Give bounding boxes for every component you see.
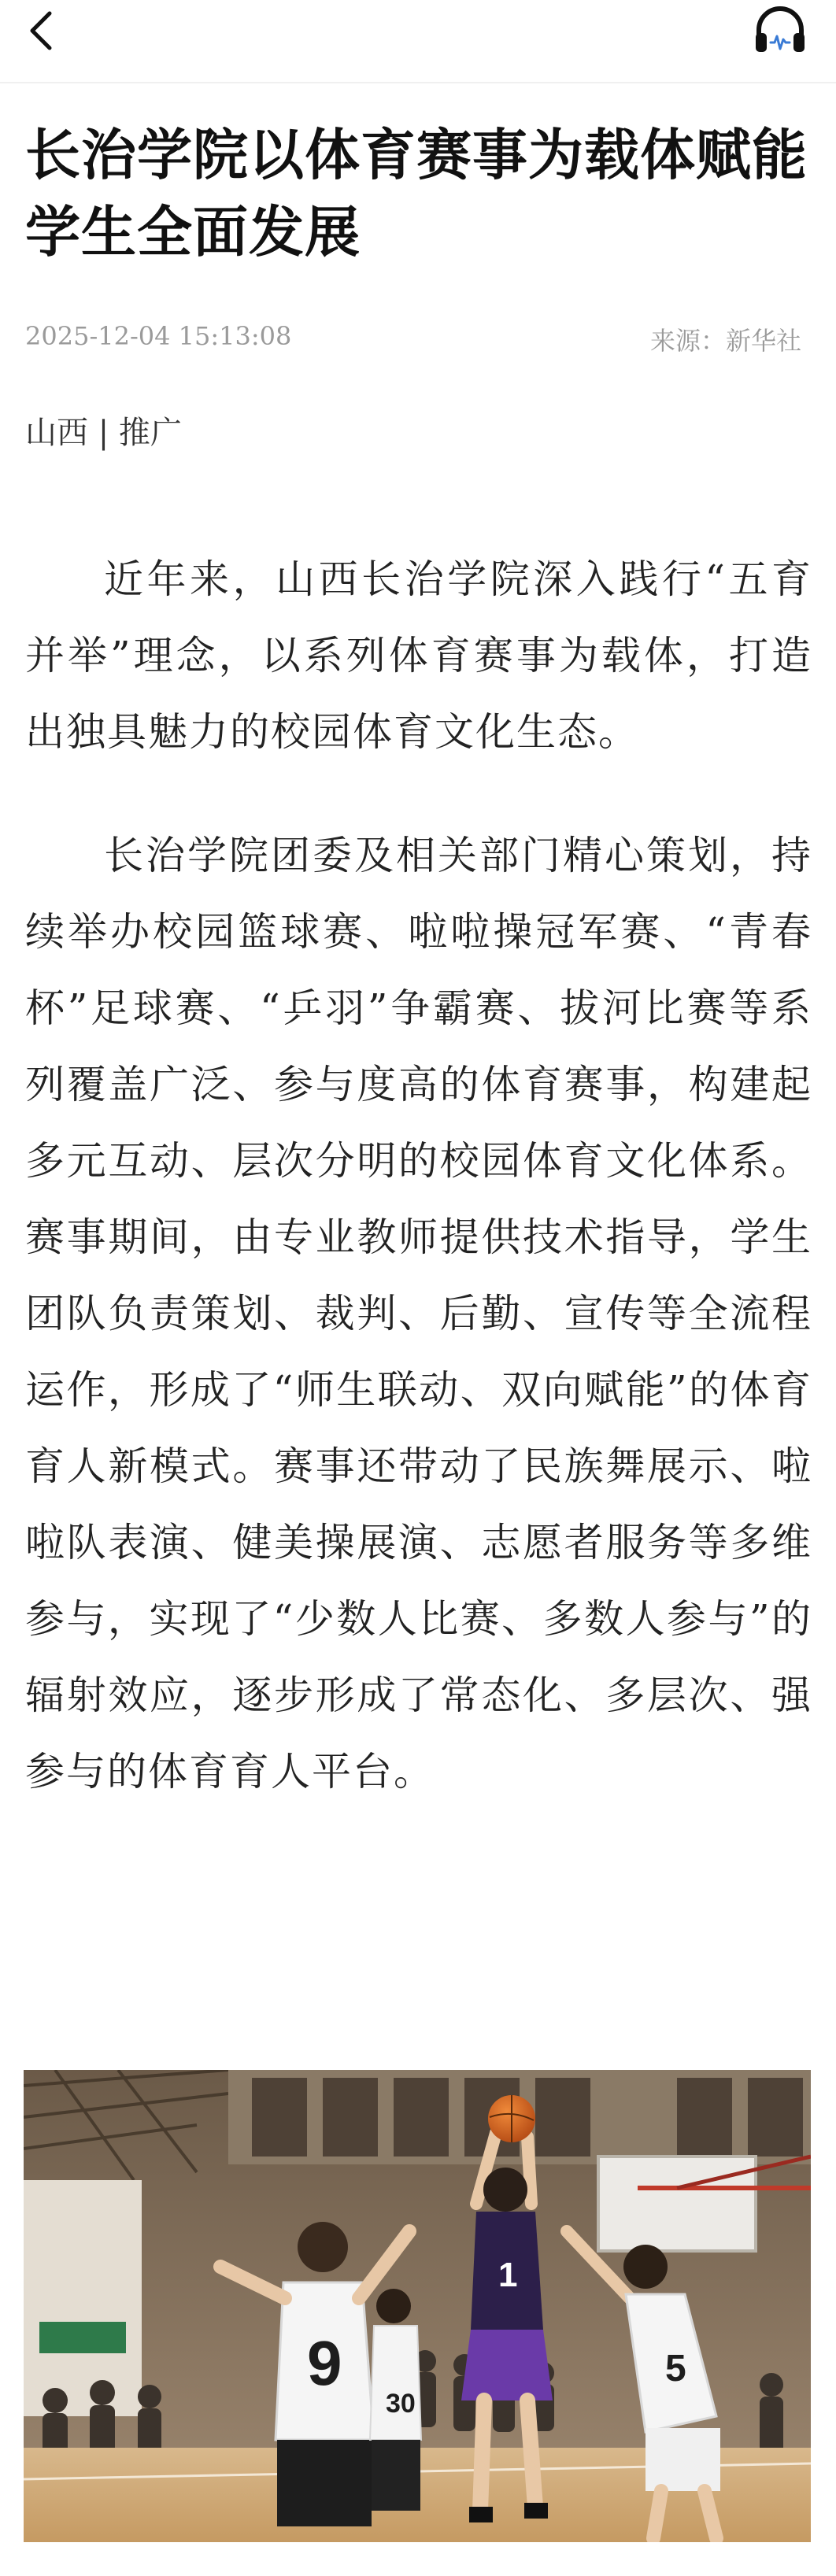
- article-photo[interactable]: [24, 2070, 811, 2542]
- jersey-number: 1: [498, 2256, 518, 2294]
- article-body: [25, 541, 812, 1857]
- publish-date: 2025-12-04 15:13:08: [25, 321, 292, 351]
- article-source: 来源：新华社: [649, 326, 801, 356]
- article-paragraph: 近年来，山西长治学院深入践行“五育并举”理念，以系列体育赛事为载体，打造出独具魅力的校园体育文化生态。: [25, 556, 812, 755]
- chevron-left-icon: [26, 9, 57, 53]
- jersey-number: 30: [386, 2389, 416, 2419]
- basketball-game-photo: [24, 2070, 811, 2542]
- article-title: 长治学院以体育赛事为载体赋能学生全面发展: [25, 123, 808, 264]
- jersey-number: 9: [307, 2328, 342, 2398]
- listen-audio-button[interactable]: [753, 5, 808, 57]
- article-paragraph: 长治学院团委及相关部门精心策划，持续举办校园篮球赛、啦啦操冠军赛、“青春杯”足球赛、“乒羽”争霸赛、拔河比赛等系列覆盖广泛、参与度高的体育赛事，构建起多元互动、层次分明的校园体育文化体系。赛事期间，由专业教师提供技术指导，学生团队负责策划、裁判、后勤、宣传等全流程运作，形成了“师生联动、双向赋能”的体育育人新模式。赛事还带动了民族舞展示、啦啦队表演、健美操展演、志愿者服务等多维参与，实现了“少数人比赛、多数人参与”的辐射效应，逐步形成了常态化、多层次、强参与的体育育人平台。: [25, 833, 812, 1794]
- back-button[interactable]: [22, 11, 61, 50]
- article-channel: 山西 | 推广: [25, 415, 182, 451]
- headphones-icon: [753, 5, 808, 57]
- top-nav-bar: [0, 0, 836, 83]
- article-meta: [25, 321, 801, 356]
- jersey-number: 5: [665, 2348, 686, 2389]
